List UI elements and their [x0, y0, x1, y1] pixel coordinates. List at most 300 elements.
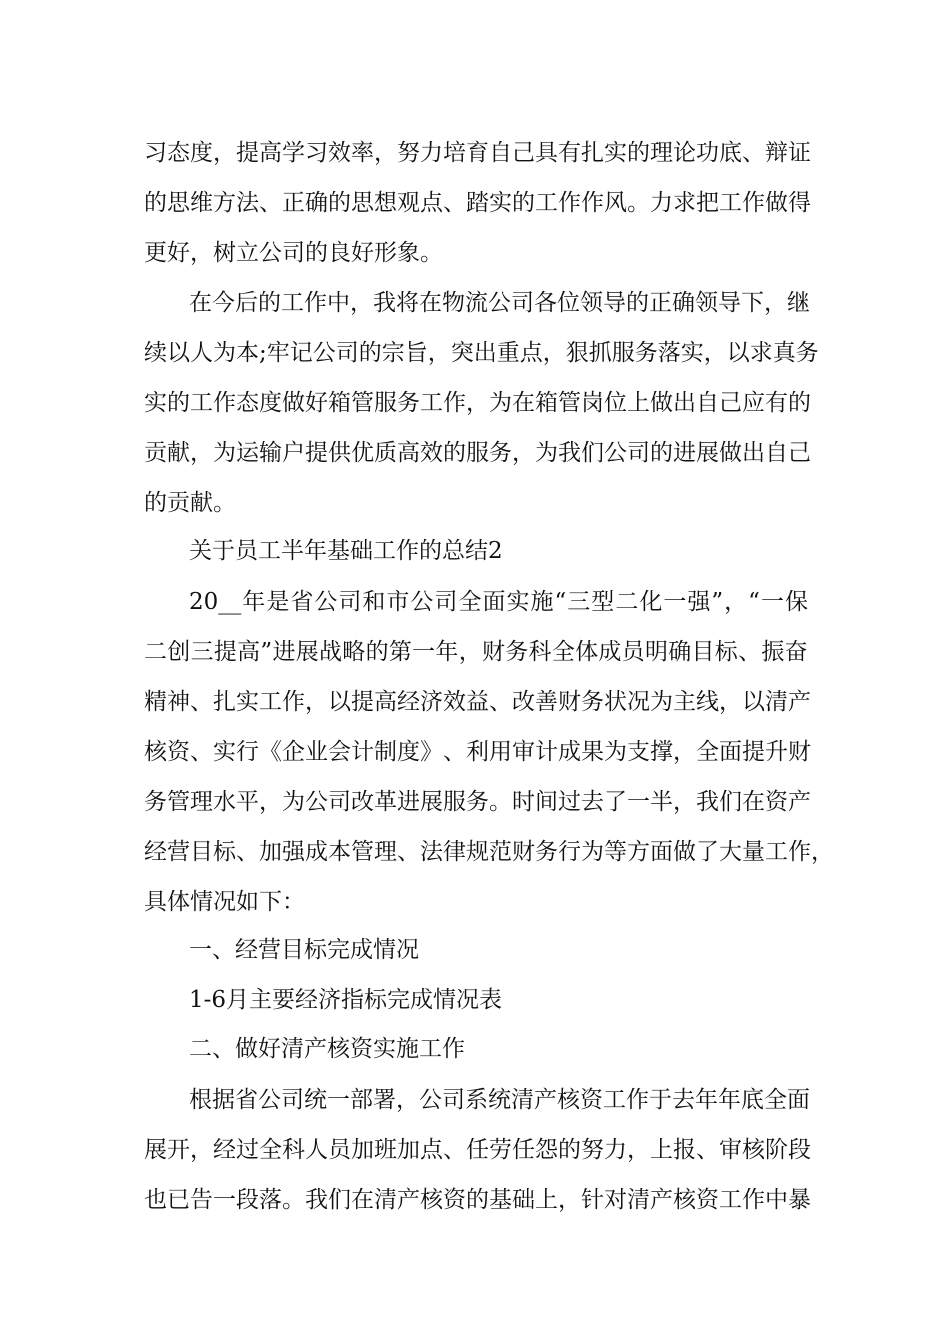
text-glyph: 、 [190, 689, 213, 715]
text-glyph: 去 [581, 789, 604, 815]
text-glyph: 利 [466, 739, 489, 765]
text-glyph: 自 [765, 440, 788, 466]
text-glyph: 本 [328, 839, 351, 865]
text-glyph: 年 [695, 1087, 718, 1113]
text-glyph: 把 [696, 190, 719, 216]
text-glyph: 观 [397, 190, 420, 216]
text-glyph: 用 [489, 739, 512, 765]
text-glyph: 展 [144, 1137, 167, 1163]
text-glyph: 务 [505, 639, 529, 665]
paragraph-line [144, 328, 819, 378]
text-glyph: 、 [443, 190, 466, 216]
text-glyph: 作 [626, 1087, 649, 1113]
text-glyph: 成 [558, 739, 581, 765]
text-glyph: 明 [644, 639, 668, 665]
text-glyph: 点 [519, 340, 543, 366]
text-glyph: 的 [627, 140, 650, 166]
text-glyph: 提 [213, 639, 237, 665]
text-glyph: 工 [603, 1087, 626, 1113]
text-glyph: 面 [650, 839, 673, 865]
text-glyph: 班 [374, 1137, 397, 1163]
text-glyph: 的 [144, 190, 167, 216]
text-glyph: 范 [489, 839, 512, 865]
text-glyph: ， [542, 340, 566, 366]
text-glyph: 目 [691, 639, 715, 665]
text-glyph: 二 [144, 639, 167, 665]
paragraph-line: 具体情况如下： [144, 889, 305, 915]
text-glyph: 清 [374, 1187, 397, 1213]
paragraph-line [144, 627, 808, 677]
text-glyph: 财 [788, 739, 811, 765]
text-glyph: 振 [761, 639, 785, 665]
text-glyph: 段 [788, 1137, 811, 1163]
text-glyph: 全 [458, 589, 482, 615]
text-glyph: 方 [627, 839, 650, 865]
text-glyph: 经 [144, 839, 167, 865]
text-glyph: 管 [351, 839, 374, 865]
text-glyph: 全 [259, 1137, 282, 1163]
text-glyph: 改 [351, 789, 374, 815]
text-glyph: 部 [350, 1087, 373, 1113]
paragraph-line [144, 378, 811, 428]
text-glyph: 线 [696, 689, 719, 715]
text-glyph: 清 [627, 1187, 650, 1213]
text-glyph: 去 [672, 1087, 695, 1113]
text-glyph: 提 [351, 689, 374, 715]
text-glyph: 主 [673, 689, 696, 715]
text-glyph: 署 [373, 1087, 396, 1113]
text-glyph: 在 [512, 390, 535, 416]
text-glyph: 统 [304, 1087, 327, 1113]
paragraph-line [144, 827, 834, 877]
text-glyph: 改 [512, 689, 535, 715]
text-glyph: 底 [719, 140, 742, 166]
text-glyph: 后 [235, 290, 258, 316]
text-glyph: 公 [305, 789, 328, 815]
text-glyph: 的 [626, 290, 649, 316]
text-glyph: 进 [397, 789, 420, 815]
text-glyph: 狠 [565, 340, 589, 366]
text-glyph: 作 [558, 190, 581, 216]
text-glyph: 核 [557, 1087, 580, 1113]
summary-heading: 关于员工半年基础工作的总结2 [189, 538, 503, 564]
text-glyph: 务 [581, 689, 604, 715]
text-glyph: 撑 [650, 739, 673, 765]
text-glyph: 以 [167, 340, 190, 366]
text-glyph: 求 [749, 340, 773, 366]
text-glyph: 理 [374, 839, 397, 865]
text-glyph: 、 [738, 639, 762, 665]
text-glyph: 努 [581, 1137, 604, 1163]
text-glyph: 作 [581, 190, 604, 216]
text-glyph: 们 [328, 1187, 351, 1213]
text-glyph: 略 [342, 639, 366, 665]
text-glyph: 为 [213, 340, 236, 366]
text-glyph: 培 [443, 140, 466, 166]
text-glyph: 间 [535, 789, 558, 815]
text-glyph: 奋 [784, 639, 808, 665]
text-glyph: 理 [190, 789, 213, 815]
text-glyph: 工 [259, 689, 282, 715]
text-glyph: 、 [190, 739, 213, 765]
text-glyph: 告 [190, 1187, 213, 1213]
text-glyph: 全 [551, 639, 575, 665]
text-glyph: 阶 [765, 1137, 788, 1163]
text-glyph: ， [259, 789, 282, 815]
text-glyph: 也 [144, 1187, 167, 1213]
text-glyph: 管 [167, 789, 190, 815]
text-glyph: 做 [282, 390, 305, 416]
text-glyph: 。 [627, 190, 650, 216]
text-glyph: 质 [374, 440, 397, 466]
text-glyph: 创 [167, 639, 191, 665]
text-glyph: 。 [282, 1187, 305, 1213]
text-glyph: 对 [604, 1187, 627, 1213]
text-glyph: 资 [167, 739, 190, 765]
text-glyph: 、 [397, 839, 420, 865]
text-glyph: 一 [663, 589, 687, 615]
text-glyph: 导 [603, 290, 626, 316]
text-glyph: 年 [242, 589, 266, 615]
text-glyph: 落 [259, 1187, 282, 1213]
text-glyph: 和 [362, 589, 386, 615]
text-glyph: 年 [718, 1087, 741, 1113]
text-glyph: 司 [442, 1087, 465, 1113]
text-glyph: 核 [673, 1187, 696, 1213]
text-glyph: 法 [236, 190, 259, 216]
text-glyph: 维 [190, 190, 213, 216]
text-glyph: 一 [327, 1087, 350, 1113]
text-glyph: 经 [213, 1137, 236, 1163]
text-glyph: 员 [328, 1137, 351, 1163]
text-glyph: 抓 [588, 340, 612, 366]
text-glyph: 思 [167, 190, 190, 216]
text-glyph: 审 [719, 1137, 742, 1163]
text-glyph: 了 [604, 789, 627, 815]
text-glyph: 全 [696, 739, 719, 765]
text-glyph: 供 [328, 440, 351, 466]
paragraph-line [144, 777, 811, 827]
text-glyph: ， [673, 739, 696, 765]
text-glyph: 务 [466, 789, 489, 815]
text-glyph: 怨 [535, 1137, 558, 1163]
text-glyph: 为 [535, 440, 558, 466]
text-glyph: 箱 [535, 390, 558, 416]
text-glyph: 度 [259, 390, 282, 416]
text-glyph: 加 [259, 839, 282, 865]
text-glyph: 公 [410, 589, 434, 615]
text-glyph: 计 [351, 739, 374, 765]
text-glyph: 、 [259, 190, 282, 216]
paragraph-first-line [189, 1075, 808, 1125]
text-glyph: 任 [512, 1137, 535, 1163]
text-glyph: 中 [765, 1187, 788, 1213]
text-glyph: 产 [788, 789, 811, 815]
text-glyph: 清 [511, 1087, 534, 1113]
paragraph-line [144, 1125, 811, 1175]
text-glyph: 产 [788, 689, 811, 715]
text-glyph: 省 [235, 1087, 258, 1113]
text-glyph: 务 [795, 340, 819, 366]
text-glyph: 资 [443, 1187, 466, 1213]
paragraph-first-line [189, 278, 808, 328]
text-glyph: 好 [305, 390, 328, 416]
text-glyph: 以 [328, 689, 351, 715]
text-glyph: 作 [282, 689, 305, 715]
text-glyph: 是 [266, 589, 290, 615]
text-glyph: 战 [319, 639, 343, 665]
text-glyph: 、 [236, 839, 259, 865]
text-glyph: 习 [305, 140, 328, 166]
text-glyph: 、 [489, 689, 512, 715]
text-glyph: 工 [535, 190, 558, 216]
text-glyph: 踏 [466, 190, 489, 216]
text-glyph: 在 [351, 1187, 374, 1213]
text-glyph: 度 [397, 739, 420, 765]
text-glyph: 导 [718, 290, 741, 316]
text-glyph: 果 [581, 739, 604, 765]
text-glyph: 方 [213, 190, 236, 216]
text-glyph: 提 [236, 140, 259, 166]
text-glyph: 司 [328, 789, 351, 815]
text-glyph: 革 [374, 789, 397, 815]
text-glyph: 扎 [213, 689, 236, 715]
text-glyph: 工 [719, 190, 742, 216]
text-glyph: 为 [650, 689, 673, 715]
text-glyph: 务 [535, 839, 558, 865]
text-glyph: 产 [650, 1187, 673, 1213]
text-glyph: 工 [765, 839, 788, 865]
paragraph-first-line [189, 577, 808, 627]
text-glyph: 任 [466, 1137, 489, 1163]
text-glyph: 化 [639, 589, 663, 615]
text-glyph: 法 [420, 839, 443, 865]
text-glyph: 户 [282, 440, 305, 466]
text-glyph: 资 [696, 1187, 719, 1213]
text-glyph: 出 [742, 440, 765, 466]
text-glyph: 点 [420, 1137, 443, 1163]
text-glyph: 应 [742, 390, 765, 416]
text-glyph: ; [259, 340, 267, 366]
text-glyph: 加 [397, 1137, 420, 1163]
text-glyph: 人 [190, 340, 213, 366]
text-glyph: 风 [604, 190, 627, 216]
text-glyph: 续 [144, 340, 167, 366]
text-glyph: 体 [575, 639, 599, 665]
text-glyph: 高 [237, 639, 261, 665]
paragraph-line: 更好，树立公司的良好形象。 [144, 240, 443, 266]
text-glyph: 报 [673, 1137, 696, 1163]
paragraph-line [144, 428, 811, 478]
text-glyph: 为 [213, 440, 236, 466]
text-glyph: 员 [621, 639, 645, 665]
text-glyph: 财 [512, 839, 535, 865]
text-glyph: 神 [167, 689, 190, 715]
text-glyph: 力 [604, 1137, 627, 1163]
text-glyph: 以 [742, 689, 765, 715]
text-glyph: 上 [650, 1137, 673, 1163]
text-glyph: 度 [190, 140, 213, 166]
text-glyph: 规 [466, 839, 489, 865]
text-glyph: 点 [420, 190, 443, 216]
text-glyph: 施 [530, 589, 554, 615]
text-glyph: 实 [489, 190, 512, 216]
text-glyph: 位 [604, 390, 627, 416]
text-glyph: 真 [772, 340, 796, 366]
text-glyph: 经 [397, 689, 420, 715]
text-glyph: 的 [443, 440, 466, 466]
text-glyph: 位 [557, 290, 580, 316]
text-glyph: 一 [213, 1187, 236, 1213]
text-glyph: ， [627, 1137, 650, 1163]
text-glyph: 平 [236, 789, 259, 815]
text-glyph: 记 [289, 340, 313, 366]
text-glyph: 上 [627, 390, 650, 416]
text-glyph: 资 [580, 1087, 603, 1113]
text-glyph: 司 [338, 589, 362, 615]
text-glyph: 作 [742, 190, 765, 216]
text-glyph: 实 [144, 390, 167, 416]
text-glyph: 产 [534, 1087, 557, 1113]
text-glyph: 确 [672, 290, 695, 316]
text-glyph: 市 [386, 589, 410, 615]
text-glyph: 、 [742, 140, 765, 166]
text-glyph: 具 [535, 140, 558, 166]
text-glyph: 箱 [328, 390, 351, 416]
paragraph-line [144, 128, 811, 178]
text-glyph: 求 [673, 190, 696, 216]
text-glyph: 公 [604, 440, 627, 466]
text-glyph: 营 [167, 839, 190, 865]
text-glyph: 们 [581, 440, 604, 466]
text-glyph: 务 [397, 390, 420, 416]
text-glyph: 物 [442, 290, 465, 316]
text-glyph: 展 [420, 789, 443, 815]
text-glyph: 学 [282, 140, 305, 166]
text-glyph: 努 [397, 140, 420, 166]
text-glyph: 产 [397, 1187, 420, 1213]
text-glyph: 效 [443, 689, 466, 715]
text-glyph: 正 [282, 190, 305, 216]
text-glyph: ， [466, 390, 489, 416]
text-glyph: 态 [167, 140, 190, 166]
paragraph-line [144, 727, 811, 777]
text-glyph: 己 [512, 140, 535, 166]
section-heading: 二、做好清产核资实施工作 [189, 1036, 465, 1062]
text-glyph: 行 [558, 839, 581, 865]
text-glyph: 了 [696, 839, 719, 865]
text-glyph: 功 [696, 140, 719, 166]
text-glyph: 一 [627, 789, 650, 815]
text-glyph: 务 [634, 340, 658, 366]
text-glyph: 力 [420, 140, 443, 166]
text-glyph: 精 [144, 689, 167, 715]
text-glyph: 半 [650, 789, 673, 815]
text-glyph: 支 [627, 739, 650, 765]
text-glyph: 《 [259, 739, 282, 765]
text-glyph: 资 [765, 789, 788, 815]
text-glyph: ” [711, 589, 724, 615]
text-glyph: 时 [512, 789, 535, 815]
text-glyph: ， [458, 639, 482, 665]
text-glyph: 今 [212, 290, 235, 316]
text-glyph: 济 [420, 689, 443, 715]
text-glyph: 习 [144, 140, 167, 166]
text-glyph: ， [427, 340, 451, 366]
text-glyph: 三 [190, 639, 214, 665]
text-glyph: ， [374, 140, 397, 166]
text-glyph: 、 [443, 1137, 466, 1163]
text-glyph: 核 [742, 1137, 765, 1163]
text-glyph: 自 [696, 390, 719, 416]
text-glyph: 提 [742, 739, 765, 765]
text-glyph: 、 [696, 1137, 719, 1163]
text-glyph: 作 [213, 390, 236, 416]
text-glyph: 的 [167, 390, 190, 416]
text-glyph: ， [719, 689, 742, 715]
text-glyph: 强 [687, 589, 711, 615]
text-glyph: 展 [295, 639, 319, 665]
text-glyph: 服 [466, 440, 489, 466]
text-glyph: 水 [213, 789, 236, 815]
text-glyph: 继 [787, 290, 810, 316]
text-glyph: 的 [466, 1187, 489, 1213]
text-glyph: ， [764, 290, 787, 316]
text-glyph: 的 [328, 190, 351, 216]
text-glyph: 优 [351, 440, 374, 466]
text-glyph: 为 [604, 739, 627, 765]
text-glyph: ， [213, 140, 236, 166]
text-glyph: 领 [580, 290, 603, 316]
text-glyph: 公 [419, 1087, 442, 1113]
text-glyph: 扎 [581, 140, 604, 166]
text-glyph: 工 [281, 290, 304, 316]
text-glyph: 岗 [581, 390, 604, 416]
text-glyph: 力 [650, 190, 673, 216]
text-glyph: 贡 [144, 440, 167, 466]
text-glyph: ， [724, 589, 748, 615]
text-glyph: 面 [482, 589, 506, 615]
paragraph-line [144, 1175, 811, 1225]
text-glyph: 省 [290, 589, 314, 615]
text-glyph: 效 [328, 140, 351, 166]
text-glyph: 型 [591, 589, 615, 615]
text-glyph: 流 [465, 290, 488, 316]
text-glyph: 思 [351, 190, 374, 216]
paragraph-line [144, 178, 811, 228]
text-glyph: 下 [741, 290, 764, 316]
text-glyph: 公 [488, 290, 511, 316]
text-glyph: 成 [598, 639, 622, 665]
text-glyph: 量 [742, 839, 765, 865]
text-glyph: 司 [434, 589, 458, 615]
text-glyph: 有 [558, 140, 581, 166]
text-glyph: 全 [764, 1087, 787, 1113]
text-glyph: 本 [236, 340, 259, 366]
text-glyph: 财 [481, 639, 505, 665]
text-glyph: 的 [788, 390, 811, 416]
text-glyph: 》 [420, 739, 443, 765]
text-glyph: 在 [742, 789, 765, 815]
text-glyph: 大 [719, 839, 742, 865]
text-glyph: 旨 [404, 340, 428, 366]
text-glyph: ， [811, 839, 834, 865]
text-glyph: 劳 [489, 1137, 512, 1163]
text-glyph: ” [260, 639, 273, 665]
text-glyph: 将 [396, 290, 419, 316]
text-glyph: 上 [535, 1187, 558, 1213]
text-glyph: 20__ [189, 589, 242, 615]
